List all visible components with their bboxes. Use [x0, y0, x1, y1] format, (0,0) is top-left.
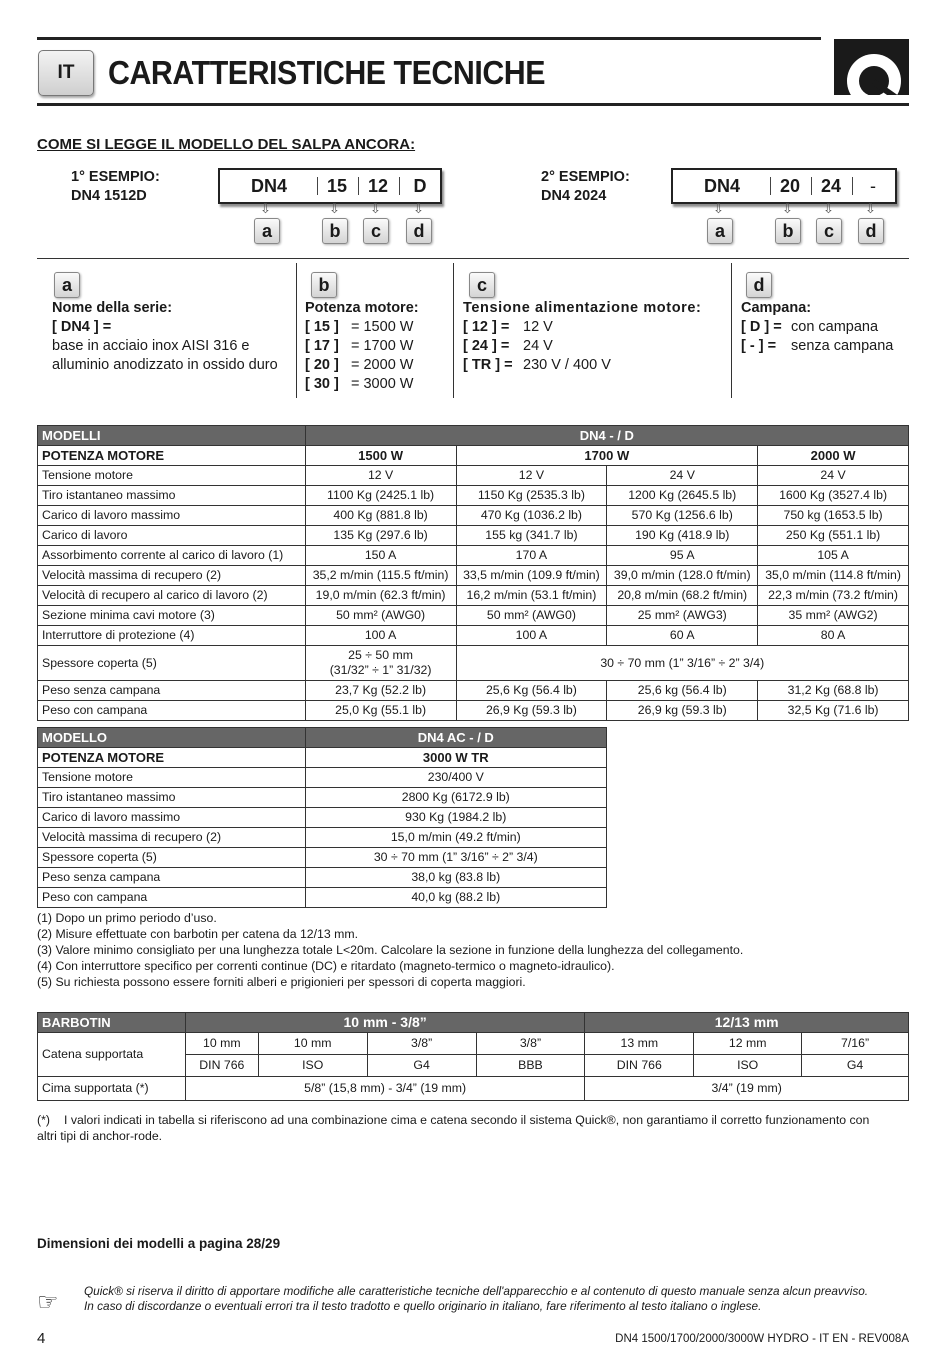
table-row: Catena supportata 10 mm 10 mm 3/8” 3/8” 13 mm 12 mm 7/16”	[38, 1033, 909, 1055]
table-row: Velocità di recupero al carico di lavoro (2) 19,0 m/min (62.3 ft/min) 16,2 m/min (53.1 ft/min) 20,8 m/min (68.2 ft/min) 22,3 m/min (73.2 ft/min)	[38, 586, 909, 606]
quick-logo-icon	[834, 39, 909, 95]
how-to-read-title: COME SI LEGGE IL MODELLO DEL SALPA ANCORA:	[37, 136, 416, 153]
language-badge: IT	[38, 50, 94, 96]
header-cell: MODELLI	[38, 426, 306, 446]
dimensions-reference: Dimensioni dei modelli a pagina 28/29	[37, 1236, 281, 1251]
table-row: Velocità massima di recupero (2) 15,0 m/min (49.2 ft/min)	[38, 828, 607, 848]
legend-voltage: Tensione alimentazione motore: [ 12 ] = 12 V [ 24 ] = 24 V [ TR ] = 230 V / 400 V	[463, 300, 702, 373]
legend-key-d: d	[746, 272, 772, 298]
segment-series: DN4	[703, 176, 740, 196]
legend-chainstop: Campana: [ D ] = con campana [ - ] = senza campana	[741, 300, 894, 354]
separator	[811, 177, 812, 195]
table-row: Assorbimento corrente al carico di lavoro (1) 150 A 170 A 95 A 105 A	[38, 546, 909, 566]
separator	[358, 177, 359, 195]
table-row: Spessore coperta (5) 30 ÷ 70 mm (1” 3/16” ÷ 2” 3/4)	[38, 848, 607, 868]
spec-table-dn4-ac	[37, 727, 607, 908]
key-b: b	[322, 218, 348, 244]
legend-key-a: a	[54, 272, 80, 298]
header-cell: 12/13 mm	[585, 1013, 909, 1033]
table-row: Peso con campana 25,0 Kg (55.1 lb) 26,9 Kg (59.3 lb) 26,9 kg (59.3 lb) 32,5 Kg (71.6 lb)	[38, 701, 909, 721]
table-row: Tiro istantaneo massimo 2800 Kg (6172.9 lb)	[38, 788, 607, 808]
key-a: a	[254, 218, 280, 244]
arrow-down-icon: ⇩	[413, 201, 424, 216]
table-row: Carico di lavoro massimo 930 Kg (1984.2 lb)	[38, 808, 607, 828]
disclaimer: Quick® si riserva il diritto di apportare modifiche alle caratteristiche tecniche dell'apparecchio e al contenuto di questo manuale senza alcun preavviso. In caso di discordanze o eventuali errori tra il testo tradotto e quello originario in italiano, fare riferimento al testo italiano o inglese.	[84, 1284, 869, 1313]
key-d: d	[858, 218, 884, 244]
legend-rule	[37, 258, 909, 259]
table-row: Carico di lavoro 135 Kg (297.6 lb) 155 kg (341.7 lb) 190 Kg (418.9 lb) 250 Kg (551.1 lb)	[38, 526, 909, 546]
table-row: Cima supportata (*) 5/8” (15,8 mm) - 3/4” (19 mm) 3/4” (19 mm)	[38, 1077, 909, 1101]
key-c: c	[363, 218, 389, 244]
header-cell: MODELLO	[38, 728, 306, 748]
table-row: Peso con campana 40,0 kg (88.2 lb)	[38, 888, 607, 908]
table-row: DIN 766 ISO G4 BBB DIN 766 ISO G4	[38, 1055, 909, 1077]
separator	[852, 177, 853, 195]
arrow-down-icon: ⇩	[782, 201, 793, 216]
header-cell: 10 mm - 3/8”	[185, 1013, 585, 1033]
page-title: CARATTERISTICHE TECNICHE	[108, 54, 546, 91]
header-cell: BARBOTIN	[38, 1013, 186, 1033]
segment-power: 20	[779, 176, 801, 196]
legend-power: Potenza motore: [ 15 ] = 1500 W [ 17 ] = 1700 W [ 20 ] = 2000 W [ 30 ] = 3000 W	[305, 300, 419, 392]
arrow-down-icon: ⇩	[370, 201, 381, 216]
table-row: Tensione motore 12 V 12 V 24 V 24 V	[38, 466, 909, 486]
document-code: DN4 1500/1700/2000/3000W HYDRO - IT EN - REV008A	[615, 1333, 909, 1345]
arrow-down-icon: ⇩	[329, 201, 340, 216]
legend-key-b: b	[311, 272, 337, 298]
table-notes: (1) Dopo un primo periodo d’uso. (2) Misure effettuate con barbotin per catena da 12/13 mm. (3) Valore minimo consigliato per una lunghezza totale L<20m. Calcolare la sezione in funzione della lunghezza del collegamento. (4) Con interruttore specifico per correnti continue (DC) e ritardato (magneto-termico o magneto-idraulico). (5) Su richiesta possono essere forniti alberi e prigionieri per spessori di coperta maggiori.	[37, 911, 744, 989]
separator	[770, 177, 771, 195]
header-cell: POTENZA MOTORE	[38, 748, 306, 768]
arrow-down-icon: ⇩	[260, 201, 271, 216]
header-cell: 3000 W TR	[305, 748, 606, 768]
key-b: b	[775, 218, 801, 244]
spec-table-dn4	[37, 425, 909, 721]
legend-divider	[453, 263, 454, 398]
example-2-model-box	[671, 168, 897, 204]
arrow-down-icon: ⇩	[713, 201, 724, 216]
table-row: Peso senza campana 23,7 Kg (52.2 lb) 25,6 Kg (56.4 lb) 25,6 kg (56.4 lb) 31,2 Kg (68.8 lb)	[38, 681, 909, 701]
table-footnote: (*) I valori indicati in tabella si riferiscono ad una combinazione cima e catena secondo il sistema Quick®, non garantiamo il corretto funzionamento con altri tipi di anchor-rode.	[37, 1113, 870, 1143]
table-row: Velocità massima di recupero (2) 35,2 m/min (115.5 ft/min) 33,5 m/min (109.9 ft/min) 39,0 m/min (128.0 ft/min) 35,0 m/min (114.8 ft/min)	[38, 566, 909, 586]
header-cell: DN4 - / D	[305, 426, 908, 446]
segment-power: 15	[326, 176, 348, 196]
barbotin-table	[37, 1012, 909, 1101]
table-row: Carico di lavoro massimo 400 Kg (881.8 lb) 470 Kg (1036.2 lb) 570 Kg (1256.6 lb) 750 kg (1653.5 lb)	[38, 506, 909, 526]
header-cell: DN4 AC - / D	[305, 728, 606, 748]
key-c: c	[816, 218, 842, 244]
key-d: d	[406, 218, 432, 244]
header-top-rule	[37, 37, 821, 40]
table-row: Tiro istantaneo massimo 1100 Kg (2425.1 lb) 1150 Kg (2535.3 lb) 1200 Kg (2645.5 lb) 1600 Kg (3527.4 lb)	[38, 486, 909, 506]
page-number: 4	[37, 1330, 46, 1347]
pointing-hand-icon: ☞	[37, 1289, 59, 1316]
legend-key-c: c	[469, 272, 495, 298]
segment-voltage: 24	[820, 176, 842, 196]
segment-chainstop: -	[870, 176, 876, 196]
legend-divider	[731, 263, 732, 398]
segment-voltage: 12	[367, 176, 389, 196]
header-cell: 2000 W	[758, 446, 909, 466]
example-2-label: 2° ESEMPIO: DN4 2024	[541, 169, 630, 204]
header-cell: 1700 W	[456, 446, 758, 466]
separator	[317, 177, 318, 195]
table-row: Tensione motore 230/400 V	[38, 768, 607, 788]
table-row: Spessore coperta (5) 25 ÷ 50 mm (31/32” ÷ 1” 31/32) 30 ÷ 70 mm (1” 3/16” ÷ 2” 3/4)	[38, 646, 909, 681]
header-cell: 1500 W	[305, 446, 456, 466]
segment-chainstop: D	[413, 176, 427, 196]
table-row: Peso senza campana 38,0 kg (83.8 lb)	[38, 868, 607, 888]
separator	[399, 177, 400, 195]
table-row: Sezione minima cavi motore (3) 50 mm² (AWG0) 50 mm² (AWG0) 25 mm² (AWG3) 35 mm² (AWG2)	[38, 606, 909, 626]
header-cell: POTENZA MOTORE	[38, 446, 306, 466]
arrow-down-icon: ⇩	[823, 201, 834, 216]
arrow-down-icon: ⇩	[865, 201, 876, 216]
legend-divider	[296, 263, 297, 398]
key-a: a	[707, 218, 733, 244]
legend-series: Nome della serie: [ DN4 ] = base in acciaio inox AISI 316 e alluminio anodizzato in ossido duro	[52, 300, 278, 373]
segment-series: DN4	[250, 176, 287, 196]
header-bottom-rule	[37, 103, 909, 106]
example-1-model-box	[218, 168, 442, 204]
table-row: Interruttore di protezione (4) 100 A 100 A 60 A 80 A	[38, 626, 909, 646]
example-1-label: 1° ESEMPIO: DN4 1512D	[71, 169, 160, 204]
